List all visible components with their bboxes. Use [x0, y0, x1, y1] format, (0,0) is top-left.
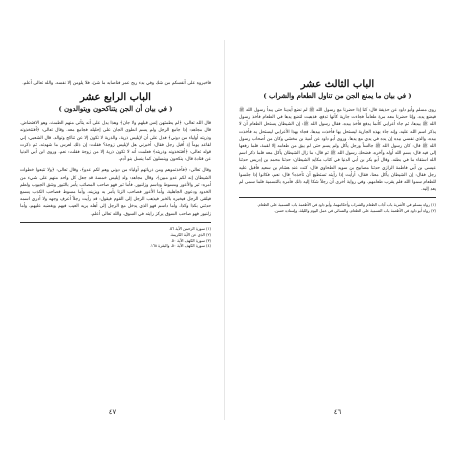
- footnotes: [239, 202, 436, 213]
- chapter-subtitle: ( في بيان أن الجن يتناكحون ويتوالدون ): [58, 105, 173, 114]
- footnote: (٢) الذي عن الآية الكريمة.: [169, 232, 211, 238]
- footnote: (١) سورة الرحمن الآية ٥٦.: [168, 226, 211, 232]
- intro-text: فاخبروه على أنفسكم من شك وفي بدء ريح عمر فناصابه ما شئ، فلا يلومن إلا نفسه. والله تعالى أعلم.: [22, 81, 211, 86]
- body-text: قال الله تعالى: ﴿لم يطمثهن إنس قبلهم ولا جان﴾ وهذا يدل على أنه يتأتى منهم الطمث، وهو الافتضاض. قال مجاهد: إذا جامع الرجل ولم يسم انطوى الجان على إحليله فجامع معه. وقال تعالى: ﴿أفتتخذونه وذريته أولياء من دوني﴾ فدل على أن لإبليس ذرية، والذرية لا تكون إلا عن تناكح وتوالد. قال الشعبي: إني لقاعد يوماً إذ أقبل رجل فقال: أخبرني هل لإبليس زوجة؟ فقلت: إن ذلك لعرس ما شهدته، ثم ذكرت قوله تعالى: ﴿أفتتخذونه وذريته﴾ فعلمت أنه لا تكون ذرية إلا من زوجة فقلت: نعم. وروى ابن أبي الدنيا عن قتادة قال: ينكحون وينسلون كما ينسل بنو آدم.: [20, 121, 211, 163]
- footnote: (٣) سورة الكهف الآية ٥٠.: [170, 237, 211, 243]
- page-number: ٤٧: [108, 408, 117, 416]
- chapter-heading: [20, 91, 211, 114]
- footnote: (١) رواه مسلم في الأشربة باب آداب الطعام والشراب وأحكامهما، وأبو داود في الأطعمة باب التسمية على الطعام.: [257, 202, 436, 208]
- page-right: [225, 0, 450, 450]
- page-number: ٤٦: [333, 408, 342, 416]
- chapter-title: الباب الثالث عشر: [300, 79, 375, 90]
- body-text: وقال تعالى: ﴿فأخذتموهم ومن ذرياتهم أولياء من دوني وهم لكم عدو﴾، وقال تعالى: ﴿ولا تتبعوا خطوات الشيطان إنه لكم عدو مبين﴾، وقال مجاهد: ولد إبليس خمسة قد جعل كل واحد منهم على شيء من أمره: ثبر والأعور ومسوط وداسم وزلنبور. فأما ثبر فهو صاحب المصائب يأمر بالثبور وشق الجيوب ولطم الخدود ودعوى الجاهلية، وأما الأعور فصاحب الزنا يأمر به ويزينه، وأما مسوط فصاحب الكذب يسمع فيلقى الرجل فيخبره بالخبر فيذهب الرجل إلى القوم فيقول: قد رأيت رجلاً أعرف وجهه ولا أدري اسمه حدثني بكذا وكذا، وأما داسم فهو الذي يدخل مع الرجل إلى أهله يريه العيب فيهم ويغضبه عليهم، وأما زلنبور فهو صاحب السوق يركز رايته في السوق. والله تعالى أعلم.: [20, 168, 211, 217]
- body-text: روى مسلم وأبو داود عن حذيفة قال: كنا إذا حضرنا مع رسول الله ﷺ لم نضع أيدينا حتى يبدأ رسول الله ﷺ فيضع يده، وإنا حضرنا معه مرة طعاماً فجاءت جارية كأنها تدفع، فذهبت لتضع يدها في الطعام فأخذ رسول الله ﷺ بيدها، ثم جاء أعرابي كأنما يدفع فأخذ بيده، فقال رسول الله ﷺ: إن الشيطان يستحل الطعام أن لا يذكر اسم الله عليه، وإنه جاء بهذه الجارية ليستحل بها فأخذت بيدها، فجاء بهذا الأعرابي ليستحل به فأخذت بيده، والذي نفسي بيده إن يده في يدي مع يدها. وروى أبو داود عن أمية بن مخشي وكان من أصحاب رسول الله ﷺ قال: كان رسول الله ﷺ جالساً ورجل يأكل ولم يسم حتى لم يبق من طعامه إلا لقمة، فلما رفعها إلى فيه قال: بسم الله أوله وآخره، فضحك رسول الله ﷺ ثم قال: ما زال الشيطان يأكل معه فلما ذكر اسم الله استقاء ما في بطنه. وقال أبو بكر بن أبي الدنيا في كتاب مكايد الشيطان: حدثنا محمد بن إدريس حدثنا عيسى بن أبي فاطمة الرازي حدثنا مصابيح بن سويد الطحاوي قال: كنت عند هشام بن سعيد فأقبل عليه رجل فقال: إن الشيطان يأكل معنا، فقال: أرأيت إذا رأيته تستطيع أن تأخذه؟ قال: نعم، فكانوا إذا جلسوا للطعام سموا الله فلم يقرب طعامهم. وفي رواية أخرى أن رجلاً شكا إليه ذلك فأمره بالتسمية فلما سمى لم يعد إليه.: [239, 108, 436, 193]
- chapter-title: الباب الرابع عشر: [80, 92, 151, 104]
- footnotes: [20, 226, 211, 248]
- footnote: (٢) رواه أبو داود في الأطعمة باب التسمية على الطعام، والنسائي في عمل اليوم والليلة، وإسناده حسن.: [274, 207, 436, 213]
- footnote-divider: [239, 197, 436, 198]
- chapter-heading: [239, 78, 436, 101]
- footnote-divider: [20, 222, 211, 223]
- footnote: (٤) سورة الكهف الآية ٥٠، والبقرة ١٦٨.: [149, 243, 211, 249]
- chapter-subtitle: ( في بيان ما يمنع الجن من تناول الطعام والشراب ): [263, 92, 412, 100]
